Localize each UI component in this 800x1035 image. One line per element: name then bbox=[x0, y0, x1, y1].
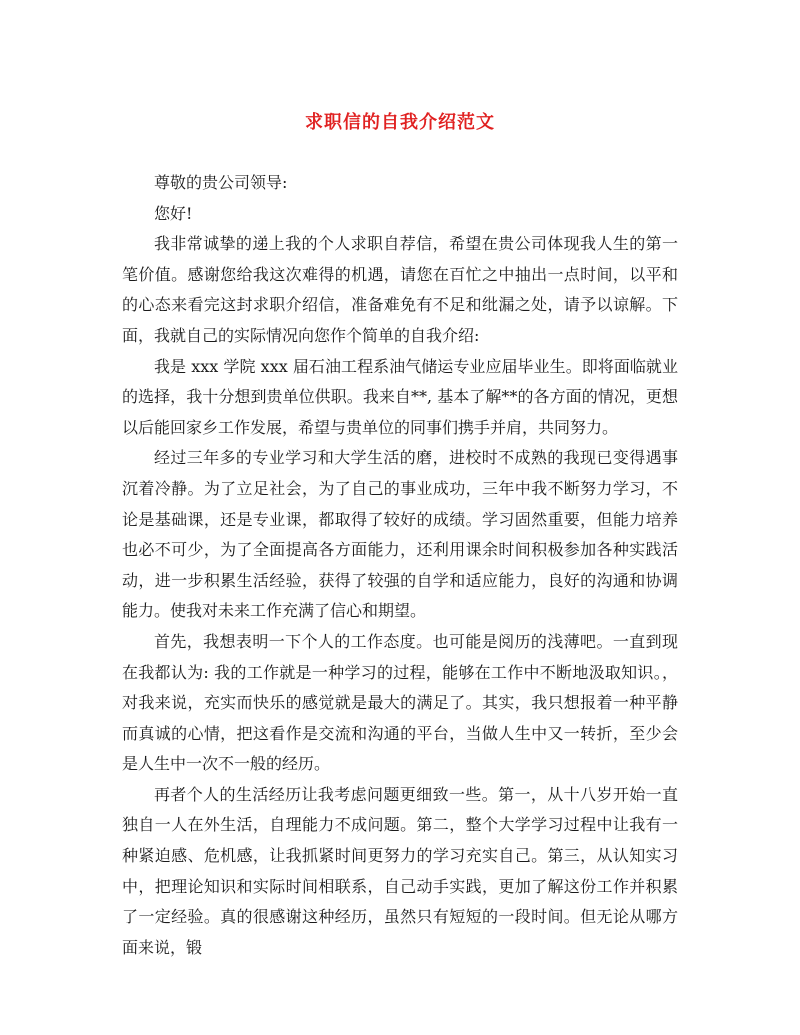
greeting: 您好! bbox=[154, 203, 193, 223]
paragraph-study: 经过三年多的专业学习和大学生活的磨，进校时不成熟的我现已变得遇事沉着冷静。为了立足社会，为了自己的事业成功，三年中我不断努力学习，不论是基础课，还是专业课，都取得了较好的成绩。学习固然重要，但能力培养也必不可少，为了全面提高各方面能力，还利用课余时间积极参加各种实践活动，进一步积累生活经验，获得了较强的自学和适应能力，良好的沟通和协调能力。使我对未来工作充满了信心和期望。 bbox=[122, 448, 678, 621]
paragraph-intro: 我非常诚挚的递上我的个人求职自荐信，希望在贵公司体现我人生的第一笔价值。感谢您给我这次难得的机遇，请您在百忙之中抽出一点时间，以平和的心态来看完这封求职介绍信，准备难免有不足和纰漏之处，请予以谅解。下面，我就自己的实际情况向您作个简单的自我介绍: bbox=[122, 234, 678, 345]
salutation: 尊敬的贵公司领导: bbox=[154, 173, 288, 192]
document-title: 求职信的自我介绍范文 bbox=[305, 112, 495, 133]
document-body bbox=[122, 168, 678, 963]
paragraph-attitude: 首先，我想表明一下个人的工作态度。也可能是阅历的浅薄吧。一直到现在我都认为: 我的工作就是一种学习的过程，能够在工作中不断地汲取知识。，对我来说，充实而快乐的感觉就是最大的满足了。其实，我只想报着一种平静而真诚的心情，把这看作是交流和沟通的平台，当做人生中又一转折，至少会是人生中一次不一般的经历。 bbox=[122, 631, 678, 774]
paragraph-background: 我是 xxx 学院 xxx 届石油工程系油气储运专业应届毕业生。即将面临就业的选择，我十分想到贵单位供职。我来自**, 基本了解**的各方面的情况，更想以后能回家乡工作发展，希望与贵单位的同事们携手并肩，共同努力。 bbox=[122, 356, 678, 437]
paragraph-experience: 再者个人的生活经历让我考虑问题更细致一些。第一，从十八岁开始一直独自一人在外生活，自理能力不成问题。第二，整个大学学习过程中让我有一种紧迫感、危机感，让我抓紧时间更努力的学习充实自己。第三，从认知实习中，把理论知识和实际时间相联系，自己动手实践，更加了解这份工作并积累了一定经验。真的很感谢这种经历，虽然只有短短的一段时间。但无论从哪方面来说，锻 bbox=[122, 784, 678, 957]
